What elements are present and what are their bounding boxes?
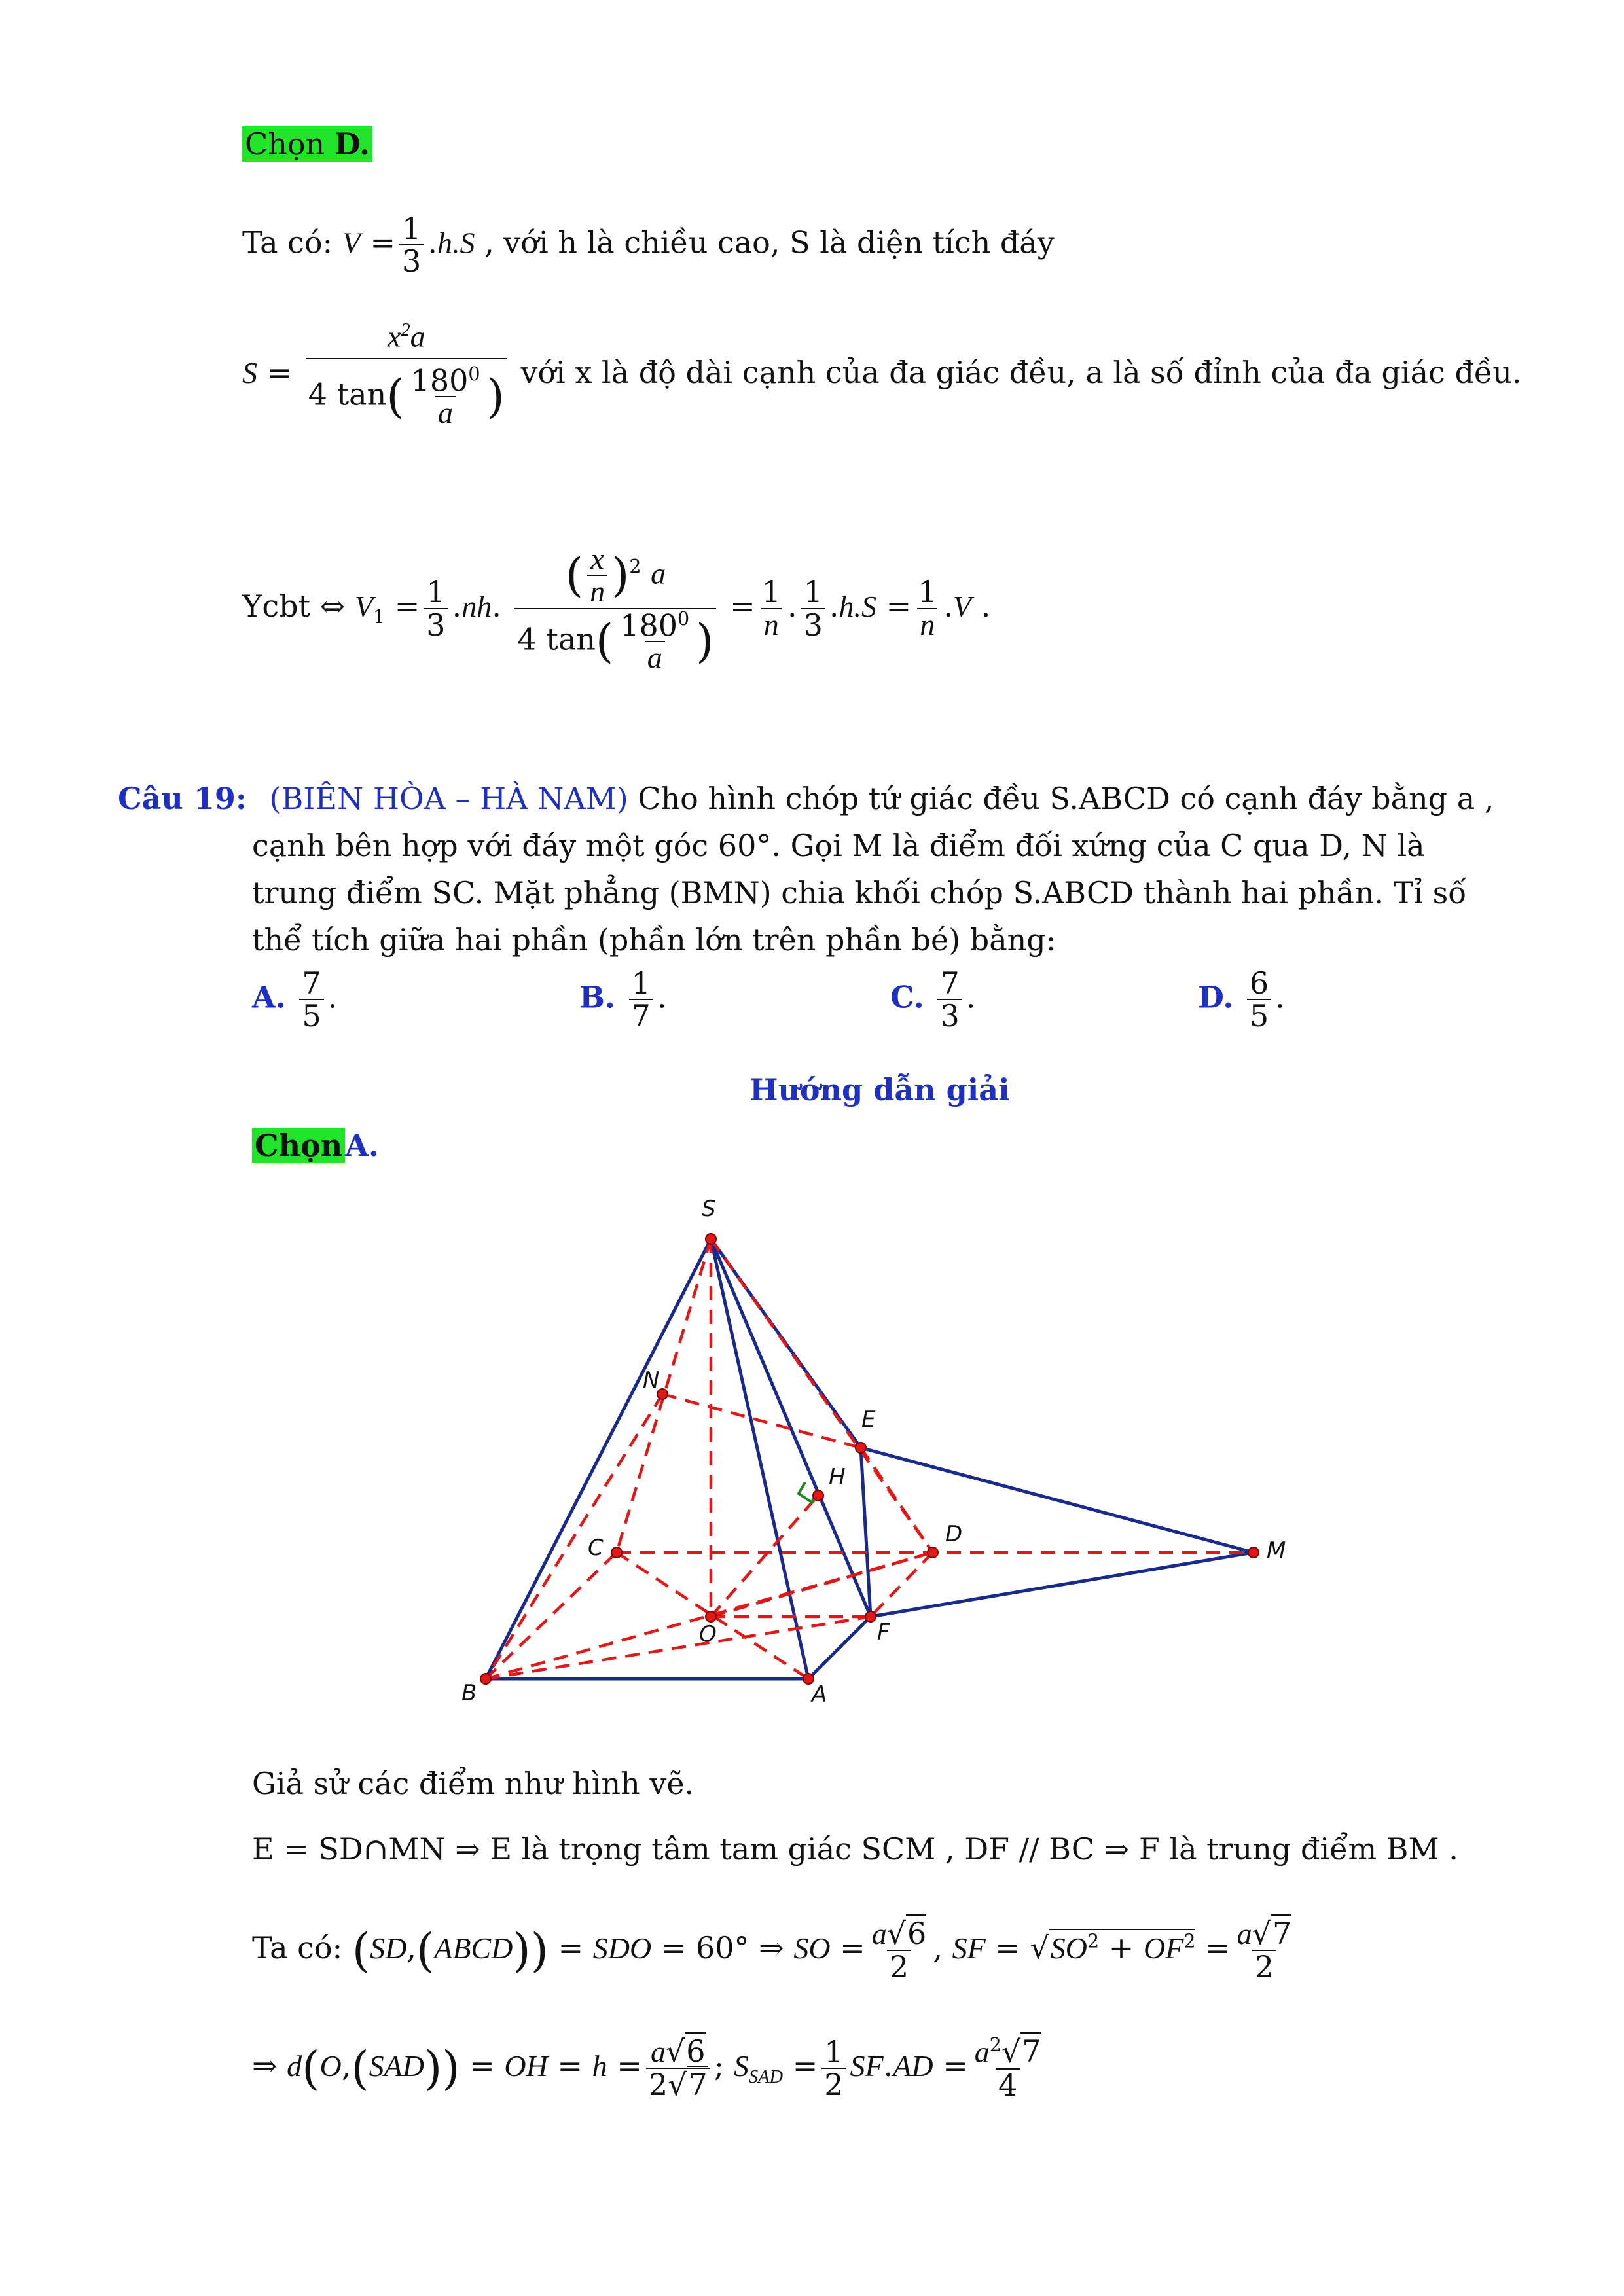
option-b-num: 1 (631, 965, 651, 1001)
option-d[interactable]: D. $\frac{6}{5}$ . (1198, 965, 1285, 1034)
label-D: D (945, 1521, 963, 1547)
label-A: A (812, 1681, 827, 1708)
option-b[interactable]: B. $\frac{1}{7}$ . (579, 965, 667, 1034)
option-d-den: 5 (1247, 999, 1271, 1031)
question-label: Câu 19: (118, 781, 247, 816)
option-c-letter: C. (890, 979, 924, 1015)
option-c[interactable]: C. $\frac{7}{3}$ . (890, 965, 976, 1034)
option-c-num: 7 (940, 965, 960, 1001)
solution-formula-1: Ta có: (SD,(ABCD)) = SDO = 60° ⇒ SO = $\frac{a√6}{2}$ , SF = $√SO^2 + OF^2$ = $\frac{a√7}{2}$ (252, 1916, 1292, 1985)
question-text-3: trung điểm SC. Mặt phẳng (BMN) chia khối chóp S.ABCD thành hai phần. Tỉ số (252, 875, 1467, 910)
edge-EF (861, 1448, 871, 1617)
label-B: B (461, 1680, 477, 1706)
point-M (1248, 1547, 1259, 1558)
point-D (928, 1547, 938, 1558)
point-C (611, 1547, 622, 1558)
point-S (706, 1234, 716, 1244)
edge-NB (486, 1394, 662, 1679)
prev-formula-area: S = $x^2a$ 4 tan( $\frac{180^0}{a}$ ) với x là độ dài cạnh của đa giác đều, a là số đỉnh của đa giác đều. (242, 319, 1522, 430)
label-C: C (588, 1535, 604, 1561)
prev-choose-letter: D. (334, 126, 370, 162)
prev-line1-lead: Ta có: (242, 224, 333, 260)
edge-OD (711, 1552, 933, 1617)
prev-line2-tail: với x là độ dài cạnh của đa giác đều, a là số đỉnh của đa giác đều. (520, 354, 1522, 390)
point-B (480, 1674, 491, 1684)
option-a[interactable]: A. $\frac{7}{5}$ . (252, 965, 338, 1034)
solution-text-1: Giả sử các điểm như hình vẽ. (252, 1766, 695, 1801)
solution-choose-text: Chọn (252, 1128, 345, 1163)
point-F (865, 1611, 876, 1622)
option-a-den: 5 (299, 999, 323, 1031)
edge-BC (486, 1552, 617, 1679)
edge-FM (871, 1552, 1254, 1617)
label-N: N (643, 1367, 660, 1393)
option-b-letter: B. (579, 979, 615, 1015)
edge-NE (662, 1394, 861, 1448)
edge-OH (711, 1496, 818, 1617)
label-O: O (699, 1621, 717, 1647)
label-E: E (861, 1407, 876, 1433)
solution-choose-letter: A. (345, 1128, 379, 1163)
option-d-num: 6 (1249, 965, 1269, 1001)
prev-line1-tail: , với h là chiều cao, S là diện tích đáy (484, 224, 1055, 260)
option-b-den: 7 (629, 999, 653, 1031)
edge-SB (486, 1239, 711, 1679)
label-H: H (829, 1464, 846, 1490)
point-H (813, 1490, 823, 1501)
edge-EM (861, 1448, 1254, 1552)
question-source: (BIÊN HÒA – HÀ NAM) (269, 781, 628, 816)
solution-text4-lead: ⇒ (252, 2047, 278, 2083)
solution-heading: Hướng dẫn giải (749, 1072, 1010, 1107)
prev-formula-ycbt: Ycbt ⇔ $V_1$ = $\frac{1}{3}$ .nh. ( $\frac{x}{n}$ )$^2$ a 4 tan( $\frac{180^0}{a}$ ) = $\frac{1}{n}$ . $\frac{1}{3}$ .h.S = $\frac{1}{n}$ .V . (242, 542, 991, 675)
question-text-2: cạnh bên hợp với đáy một góc 60°. Gọi M là điểm đối xứng của C qua D, N là (252, 828, 1425, 863)
label-F: F (877, 1619, 890, 1645)
solution-formula-2: ⇒ d(O,(SAD)) = OH = h = $\frac{a√6}{2√7}$ ; $S_{SAD}$ = $\frac{1}{2}$ SF.AD = $\frac{a^2√7}{4}$ (252, 2034, 1041, 2103)
point-O (706, 1611, 716, 1622)
label-M: M (1267, 1537, 1286, 1564)
prev-line3-lead: Ycbt (242, 588, 311, 624)
prev-choose-text: Chọn (245, 126, 325, 162)
option-a-letter: A. (252, 979, 286, 1015)
label-S: S (702, 1196, 716, 1222)
question-text-4: thể tích giữa hai phần (phần lớn trên phần bé) bằng: (252, 922, 1056, 958)
prev-formula-volume: Ta có: V = $\frac{1}{3}$ .h.S , với h là chiều cao, S là diện tích đáy (242, 211, 1055, 279)
option-c-den: 3 (937, 999, 962, 1031)
option-d-letter: D. (1198, 979, 1234, 1015)
solution-text3-lead: Ta có: (252, 1929, 343, 1965)
point-E (856, 1443, 866, 1453)
option-a-num: 7 (302, 965, 321, 1001)
solution-text-2: E = SD∩MN ⇒ E là trọng tâm tam giác SCM , DF // BC ⇒ F là trung điểm BM . (252, 1831, 1458, 1867)
question-text-1: Cho hình chóp tứ giác đều S.ABCD có cạnh đáy bằng a , (638, 781, 1494, 816)
